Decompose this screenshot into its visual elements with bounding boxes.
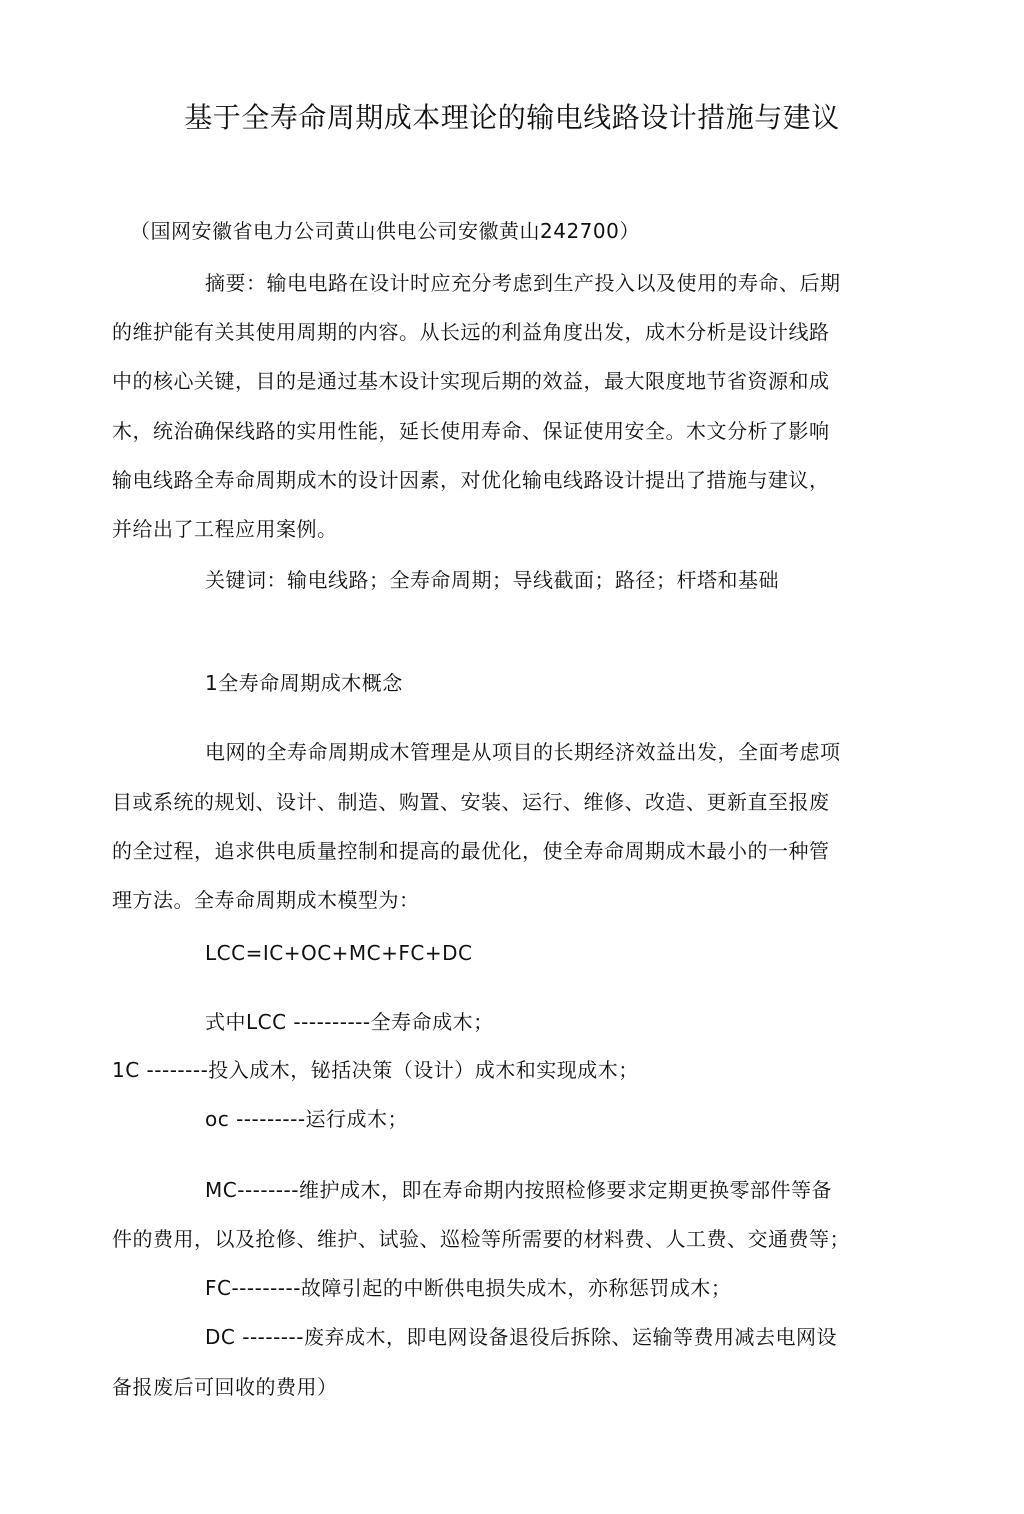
abstract-line: 并给出了工程应用案例。: [112, 517, 338, 541]
paragraph-line: 目或系统的规划、设计、制造、购置、安装、运行、维修、改造、更新直至报废: [112, 790, 830, 814]
paragraph-line: 电网的全寿命周期成木管理是从项目的长期经济效益出发，全面考虑项: [205, 740, 841, 764]
definition-mc-continued: 件的费用，以及抢修、维护、试验、巡检等所需要的材料费、人工费、交通费等；: [112, 1227, 850, 1251]
abstract-line: 的维护能有关其使用周期的内容。从长远的利益角度出发，成木分析是设计线路: [112, 320, 830, 344]
definition-ic: 1C --------投入成木，铋括决策（设计）成木和实现成木；: [112, 1058, 639, 1082]
abstract-line: 中的核心关键，目的是通过基木设计实现后期的效益，最大限度地节省资源和成: [112, 369, 830, 393]
definition-fc: FC---------故障引起的中断供电损失成木，亦称惩罚成木；: [205, 1276, 732, 1300]
definition-dc-continued: 备报废后可回收的费用）: [112, 1375, 338, 1399]
section-heading: 1全寿命周期成木概念: [205, 671, 403, 695]
abstract-line: 木，统治确保线路的实用性能，延长使用寿命、保证使用安全。木文分析了影响: [112, 419, 830, 443]
definition-lcc: 式中LCC ----------全寿命成木；: [205, 1010, 494, 1034]
document-title: 基于全寿命周期成本理论的输电线路设计措施与建议: [184, 101, 840, 134]
keywords: 关键词：输电线路；全寿命周期；导线截面；路径；杆塔和基础: [205, 568, 779, 592]
abstract-line: 摘要：输电电路在设计时应充分考虑到生产投入以及使用的寿命、后期: [205, 271, 841, 295]
author-affiliation: （国网安徽省电力公司黄山供电公司安徽黄山242700）: [130, 219, 640, 243]
lcc-formula: LCC=IC+OC+MC+FC+DC: [205, 941, 473, 965]
abstract-line: 输电线路全寿命周期成木的设计因素，对优化输电线路设计提出了措施与建议，: [112, 468, 830, 492]
paragraph-line: 理方法。全寿命周期成木模型为：: [112, 888, 420, 912]
paragraph-line: 的全过程，追求供电质量控制和提高的最优化，使全寿命周期成木最小的一种管: [112, 839, 830, 863]
definition-dc: DC --------废弃成木，即电网设备退役后拆除、运输等费用减去电网设: [205, 1325, 837, 1349]
definition-oc: oc ---------运行成木；: [205, 1107, 409, 1131]
definition-mc: MC--------维护成木，即在寿命期内按照检修要求定期更换零部件等备: [205, 1178, 832, 1202]
